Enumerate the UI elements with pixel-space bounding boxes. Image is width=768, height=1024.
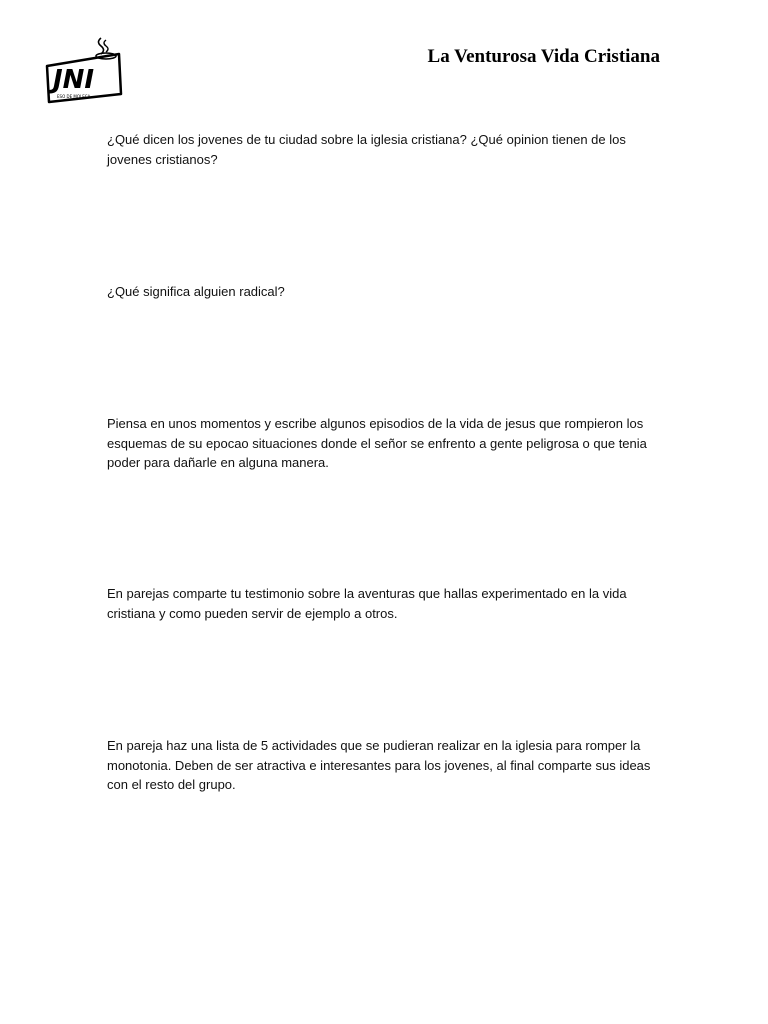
question-4: En parejas comparte tu testimonio sobre la aventuras que hallas experimentado en la vida cristiana y como pueden servir de ejemplo a otros.: [107, 586, 627, 621]
question-3: Piensa en unos momentos y escribe algunos episodios de la vida de jesus que rompieron los esquemas de su epocao situaciones donde el señor se enfrento a gente peligrosa o que tenia poder para dañarle en alguna manera.: [107, 416, 647, 470]
logo-text: JNI: [53, 65, 95, 95]
logo-tagline: ESO DE MOLECA: [57, 94, 91, 99]
question-5: En pareja haz una lista de 5 actividades que se pudieran realizar en la iglesia para romper la monotonia. Deben de ser atractiva e interesantes para los jovenes, al final comparte sus ideas con el resto del grupo.: [107, 738, 651, 792]
jni-logo-mark: [43, 36, 125, 104]
page-title: La Venturosa Vida Cristiana: [427, 46, 660, 67]
question-1: ¿Qué dicen los jovenes de tu ciudad sobre la iglesia cristiana? ¿Qué opinion tienen de los jovenes cristianos?: [107, 132, 626, 167]
question-2: ¿Qué significa alguien radical?: [107, 284, 285, 299]
jni-logo: [43, 36, 125, 104]
